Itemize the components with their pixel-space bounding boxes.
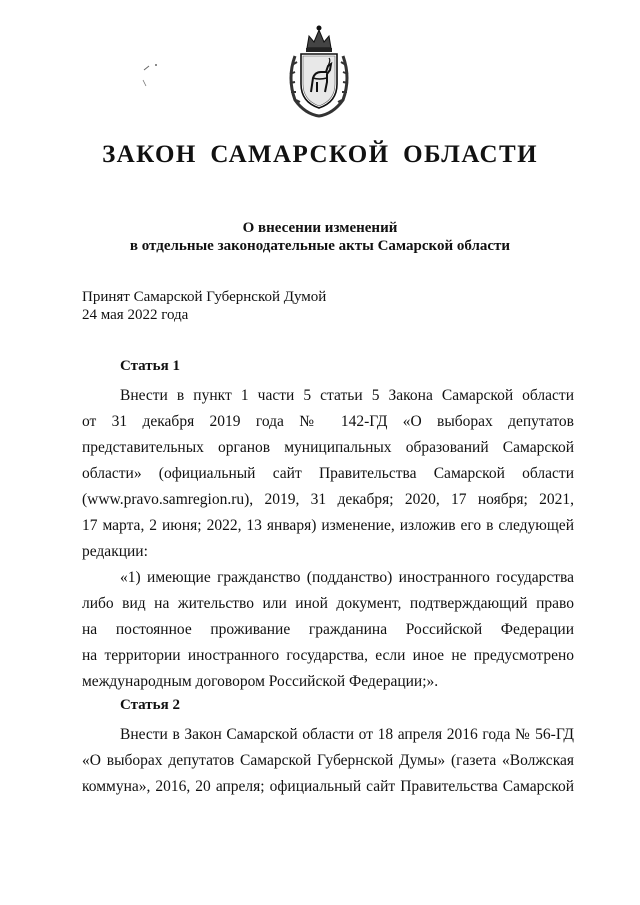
article-1-text-line: редакции: [82,543,148,560]
article-2-text-line: «О выборах депутатов Самарской Губернской Думы» (газета «Волжская [82,752,574,769]
article-1-quote-line: международным договором Российской Федерации;». [82,673,439,690]
article-1-text-line: области» (официальный сайт Правительства Самарской области [82,465,574,482]
adopted-by: Принят Самарской Губернской Думой [82,289,327,305]
adopted-date: 24 мая 2022 года [82,307,189,323]
article-1-text-line: (www.pravo.samregion.ru), 2019, 31 декабря; 2020, 17 ноября; 2021, [82,491,574,508]
article-1-text-line: представительных органов муниципальных образований Самарской [82,439,574,456]
scan-speck-mark [140,62,166,92]
article-1-text-line: Внести в пункт 1 части 5 статьи 5 Закона Самарской области [120,387,574,404]
article-1-quote-line: «1) имеющие гражданство (подданство) иностранного государства [120,569,574,586]
law-subtitle-line-1: О внесении изменений [242,220,398,236]
samara-coat-of-arms-icon [283,22,355,120]
article-2-text-line: Внести в Закон Самарской области от 18 апреля 2016 года № 56-ГД [120,726,574,743]
article-1-quote-line: либо вид на жительство или иной документ, подтверждающий право [82,595,574,612]
article-1-text-line: от 31 декабря 2019 года № 142-ГД «О выборах депутатов [82,413,574,430]
article-1-heading: Статья 1 [120,358,180,374]
article-1-quote-line: на территории иностранного государства, если иное не предусмотрено [82,647,574,664]
law-subtitle-line-2: в отдельные законодательные акты Самарской области [129,238,511,254]
article-1-quote-line: на постоянное проживание гражданина Российской Федерации [82,621,574,638]
article-2-heading: Статья 2 [120,697,180,713]
article-2-text-line: коммуна», 2016, 20 апреля; официальный сайт Правительства Самарской [82,778,574,795]
article-1-text-line: 17 марта, 2 июня; 2022, 13 января) изменение, изложив его в следующей [82,517,574,534]
law-title: ЗАКОН САМАРСКОЙ ОБЛАСТИ [102,141,538,168]
